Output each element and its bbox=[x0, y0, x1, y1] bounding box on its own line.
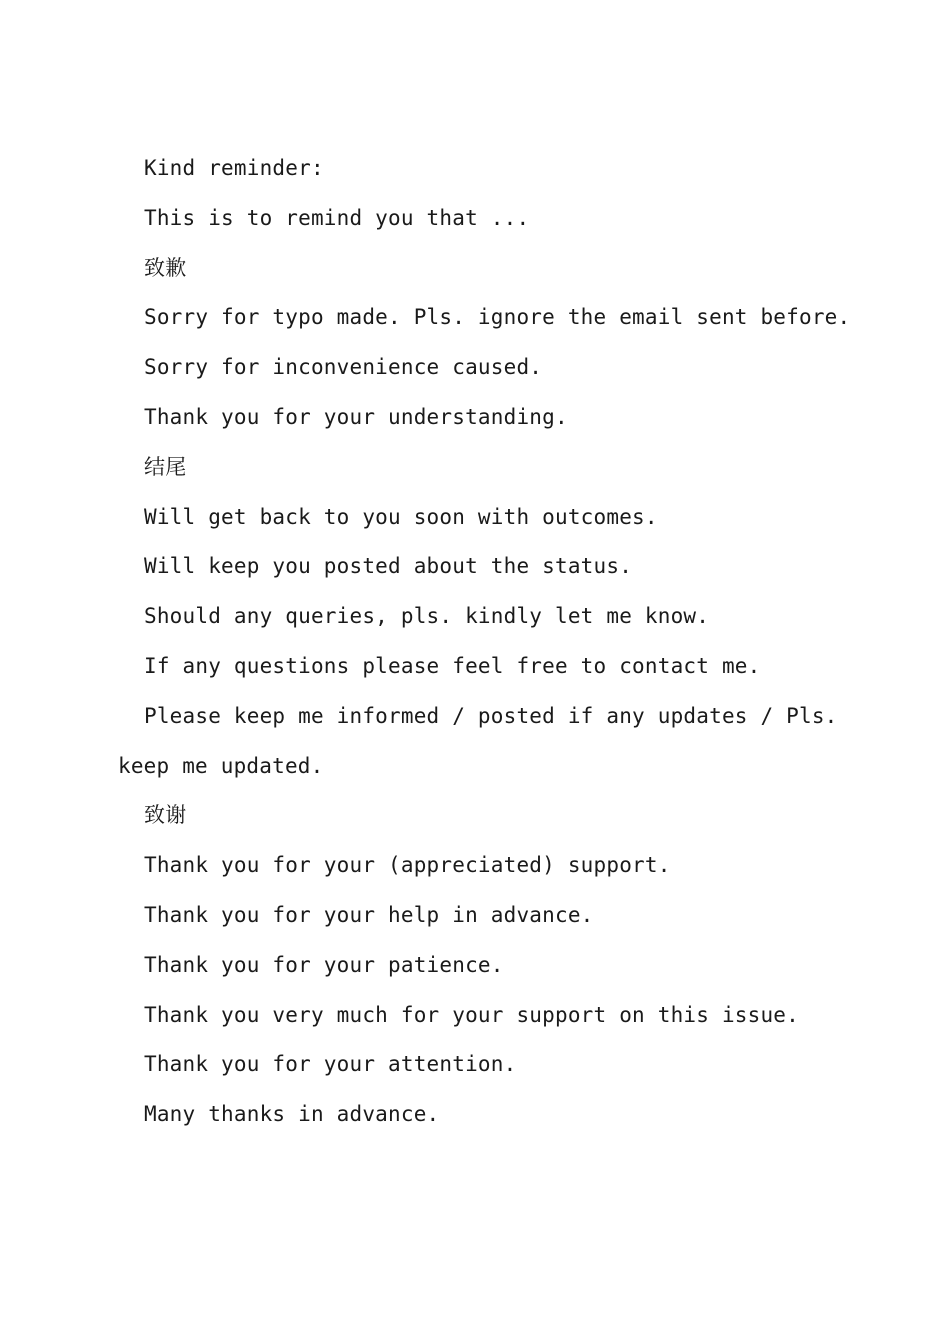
thanks-line: Thank you for your patience. bbox=[144, 952, 504, 977]
apology-heading: 致歉 bbox=[144, 255, 187, 280]
apology-line: Sorry for inconvenience caused. bbox=[144, 355, 543, 380]
apology-line: Sorry for typo made. Pls. ignore the email sent before. bbox=[144, 305, 851, 330]
apology-line: Thank you for your understanding. bbox=[144, 404, 568, 429]
closing-line: Should any queries, pls. kindly let me know. bbox=[144, 604, 710, 629]
closing-line: Please keep me informed / posted if any updates / Pls. keep me updated. bbox=[118, 703, 851, 778]
thanks-line: Thank you very much for your support on this issue. bbox=[144, 1002, 799, 1027]
thanks-line: Thank you for your attention. bbox=[144, 1052, 517, 1077]
closing-line: Will get back to you soon with outcomes. bbox=[144, 504, 658, 529]
closing-line: Will keep you posted about the status. bbox=[144, 554, 633, 579]
document-body bbox=[118, 144, 858, 1140]
thanks-line: Thank you for your help in advance. bbox=[144, 902, 594, 927]
closing-heading: 结尾 bbox=[144, 454, 187, 479]
reminder-text: This is to remind you that ... bbox=[144, 205, 530, 230]
reminder-label: Kind reminder: bbox=[144, 156, 324, 180]
closing-line: If any questions please feel free to contact me. bbox=[144, 653, 761, 678]
thanks-line: Thank you for your (appreciated) support. bbox=[144, 853, 671, 878]
thanks-heading: 致谢 bbox=[144, 803, 187, 828]
thanks-line: Many thanks in advance. bbox=[144, 1102, 440, 1127]
